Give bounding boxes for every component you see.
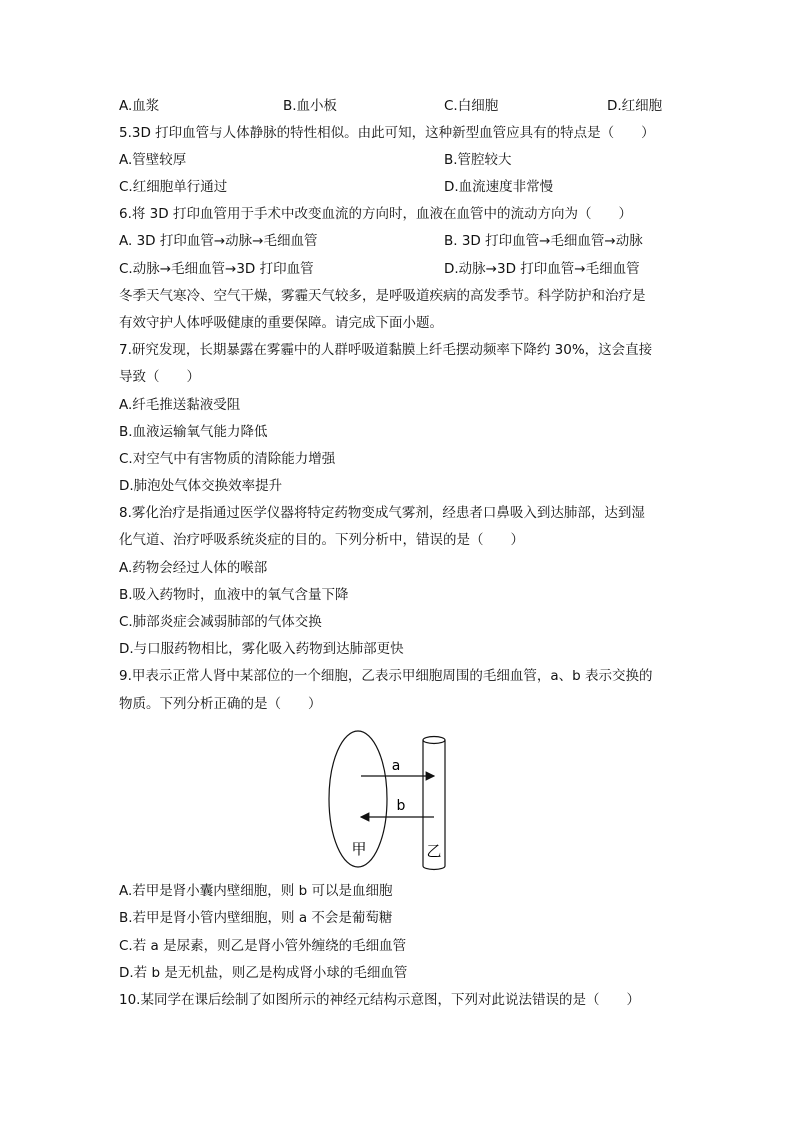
q5-stem: 5.3D 打印血管与人体静脉的特性相似。由此可知，这种新型血管应具有的特点是（ ） (119, 125, 655, 141)
q5-option-d: D.血流速度非常慢 (444, 179, 554, 195)
q8-option-c: C.肺部炎症会减弱肺部的气体交换 (119, 614, 322, 630)
q8-stem-line-1: 8.雾化治疗是指通过医学仪器将特定药物变成气雾剂，经患者口鼻吸入到达肺部，达到湿 (119, 505, 645, 521)
q6-stem: 6.将 3D 打印血管用于手术中改变血流的方向时，血液在血管中的流动方向为（ ） (119, 206, 632, 222)
cell-capillary-diagram (326, 726, 456, 874)
q8-option-d: D.与口服药物相比，雾化吸入药物到达肺部更快 (119, 641, 404, 657)
q5-option-a: A.管壁较厚 (119, 152, 187, 168)
label-jia: 甲 (351, 840, 367, 858)
q9-option-d: D.若 b 是无机盐，则乙是构成肾小球的毛细血管 (119, 965, 408, 981)
q5-option-c: C.红细胞单行通过 (119, 179, 228, 195)
q7-stem-line-1: 7.研究发现，长期暴露在雾霾中的人群呼吸道黏膜上纤毛摆动频率下降约 30%，这会直接 (119, 342, 653, 358)
q7-option-a: A.纤毛推送黏液受阻 (119, 397, 241, 413)
q4-option-d: D.红细胞 (607, 98, 663, 114)
q4-option-b: B.血小板 (283, 98, 338, 114)
q9-stem-line-1: 9.甲表示正常人肾中某部位的一个细胞，乙表示甲细胞周围的毛细血管，a、b 表示交换的 (119, 668, 653, 684)
q6-option-c: C.动脉→毛细血管→3D 打印血管 (119, 261, 314, 277)
passage-line-2: 有效守护人体呼吸健康的重要保障。请完成下面小题。 (119, 315, 443, 331)
q10-stem: 10.某同学在课后绘制了如图所示的神经元结构示意图，下列对此说法错误的是（ ） (119, 992, 640, 1008)
q7-option-c: C.对空气中有害物质的清除能力增强 (119, 451, 336, 467)
label-b: b (396, 798, 406, 814)
q9-option-c: C.若 a 是尿素，则乙是肾小管外缠绕的毛细血管 (119, 938, 407, 954)
passage-line-1: 冬季天气寒冷、空气干燥，雾霾天气较多，是呼吸道疾病的高发季节。科学防护和治疗是 (119, 288, 646, 304)
q9-option-b: B.若甲是肾小管内壁细胞，则 a 不会是葡萄糖 (119, 910, 393, 926)
q8-stem-line-2: 化气道、治疗呼吸系统炎症的目的。下列分析中，错误的是（ ） (119, 532, 524, 548)
q9-option-a: A.若甲是肾小囊内壁细胞，则 b 可以是血细胞 (119, 883, 393, 899)
q9-stem-line-2: 物质。下列分析正确的是（ ） (119, 696, 322, 712)
q6-option-d: D.动脉→3D 打印血管→毛细血管 (444, 261, 640, 277)
q7-stem-line-2: 导致（ ） (119, 369, 200, 385)
q4-option-c: C.白细胞 (444, 98, 499, 114)
q7-option-d: D.肺泡处气体交换效率提升 (119, 478, 283, 494)
q8-option-b: B.吸入药物时，血液中的氧气含量下降 (119, 587, 349, 603)
q6-option-a: A. 3D 打印血管→动脉→毛细血管 (119, 233, 318, 249)
q4-option-a: A.血浆 (119, 98, 160, 114)
q7-option-b: B.血液运输氧气能力降低 (119, 424, 268, 440)
label-a: a (391, 758, 401, 774)
q5-option-b: B.管腔较大 (444, 152, 512, 168)
q8-option-a: A.药物会经过人体的喉部 (119, 560, 268, 576)
q6-option-b: B. 3D 打印血管→毛细血管→动脉 (444, 233, 643, 249)
label-yi: 乙 (426, 842, 442, 860)
